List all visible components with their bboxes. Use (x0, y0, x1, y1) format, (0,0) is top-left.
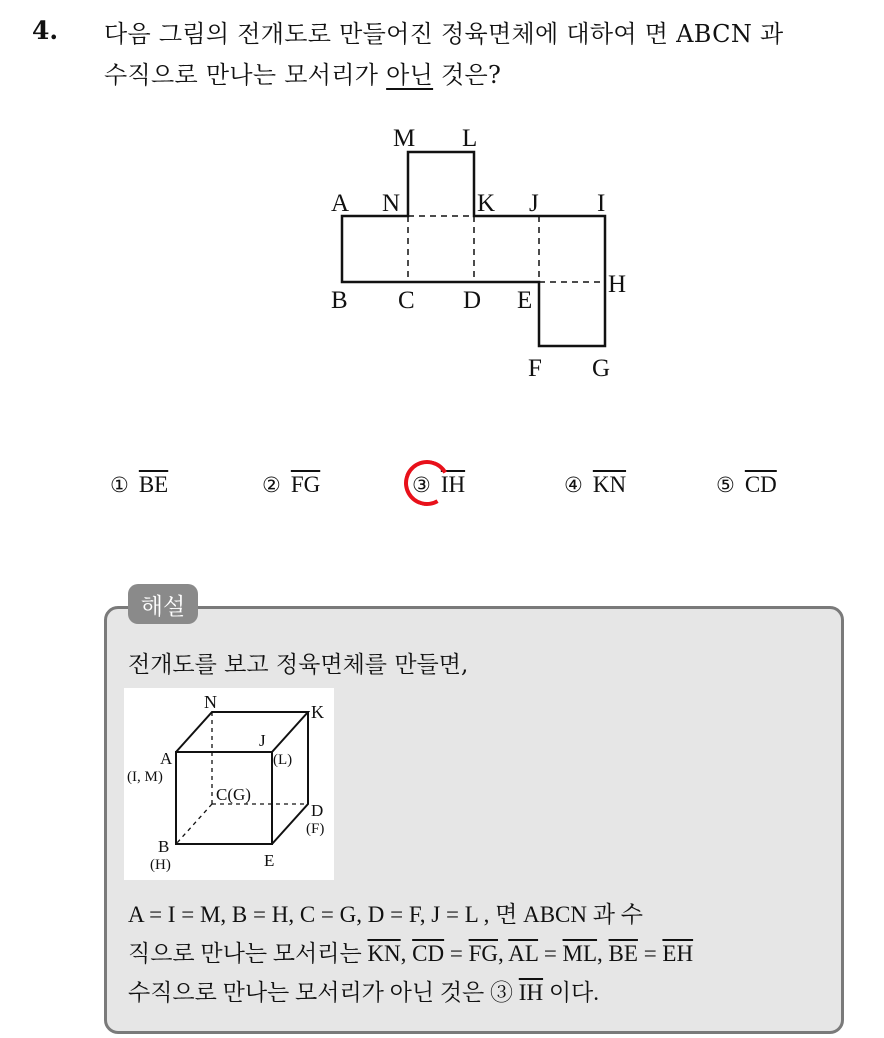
edge-ih: $\overline{IH}$ (518, 980, 544, 1005)
cube-label-e: E (264, 851, 275, 870)
choice-edge: $\overline{BE}$ (138, 472, 169, 497)
choice-number: ⑤ (716, 473, 735, 497)
equals: = (637, 941, 663, 966)
net-label-k: K (477, 190, 496, 217)
question-text-line1: 다음 그림의 전개도로 만들어진 정육면체에 대하여 면 ABCN 과 (104, 20, 784, 48)
solution-text-part: 직으로 만나는 모서리는 (128, 941, 368, 966)
cube-label-k: K (311, 702, 324, 722)
choice-number: ① (110, 473, 129, 497)
underlined-word: 아닌 (386, 61, 434, 89)
net-label-l: L (462, 125, 478, 152)
cube-figure-panel (124, 688, 334, 880)
net-label-h: H (608, 271, 627, 298)
equals: = (538, 941, 563, 966)
solution-line3 (128, 974, 599, 1007)
cube-label-d: D (311, 801, 324, 820)
choice-number: ② (262, 473, 281, 497)
cube-label-n: N (204, 692, 217, 712)
edge-fg: $\overline{FG}$ (468, 941, 499, 966)
cube-diagram (124, 688, 334, 880)
cube-label-im: (I, M) (127, 769, 163, 785)
cube-label-f: (F) (306, 821, 325, 837)
solution-tab: 해설 (128, 584, 198, 624)
separator: , (400, 941, 413, 966)
separator: , (498, 941, 509, 966)
cube-label-cg: C(G) (216, 785, 251, 804)
choice-edge: $\overline{KN}$ (592, 472, 627, 497)
choice-2[interactable] (262, 472, 320, 498)
choice-number: ③ (412, 473, 431, 497)
net-label-n: N (382, 190, 401, 217)
net-label-e: E (517, 287, 533, 314)
net-label-g: G (592, 355, 611, 382)
solution-line2 (128, 935, 693, 968)
net-label-i: I (597, 190, 606, 217)
net-label-c: C (398, 287, 415, 314)
question-number: 4. (32, 16, 59, 45)
edge-ml: $\overline{ML}$ (562, 941, 598, 966)
choice-5[interactable] (716, 472, 777, 498)
choice-number: ④ (564, 473, 583, 497)
separator: , (597, 941, 609, 966)
question-text-part: 수직으로 만나는 모서리가 (104, 61, 387, 89)
edge-eh: $\overline{EH}$ (662, 941, 694, 966)
choice-edge: $\overline{FG}$ (290, 472, 321, 497)
edge-be: $\overline{BE}$ (608, 941, 638, 966)
cube-label-a: A (160, 749, 173, 768)
net-label-j: J (529, 190, 539, 217)
cube-label-h: (H) (150, 857, 171, 873)
choice-edge: $\overline{IH}$ (440, 472, 466, 497)
net-label-f: F (528, 355, 542, 382)
question-text-part: 것은? (433, 61, 502, 89)
cube-label-j: J (259, 731, 266, 750)
solution-text-part: 수직으로 만나는 모서리가 아닌 것은 ③ (128, 980, 519, 1005)
cube-label-l: (L) (273, 752, 293, 768)
choice-4[interactable] (564, 472, 626, 498)
solution-text-part: 이다. (543, 980, 599, 1005)
choice-1[interactable] (110, 472, 168, 498)
net-label-m: M (393, 125, 416, 152)
choice-edge: $\overline{CD}$ (744, 472, 777, 497)
edge-al: $\overline{AL}$ (508, 941, 539, 966)
cube-top-edges (176, 712, 308, 752)
cube-label-b: B (158, 837, 170, 856)
solution-intro: 전개도를 보고 정육면체를 만들면, (128, 652, 469, 678)
cube-hidden-edge-diagonal (176, 804, 212, 844)
edge-cd: $\overline{CD}$ (412, 941, 445, 966)
edge-kn: $\overline{KN}$ (367, 941, 401, 966)
net-label-a: A (331, 190, 350, 217)
solution-line1: A = I = M, B = H, C = G, D = F, J = L , 면 ABCN 과 수 (128, 902, 643, 927)
net-label-d: D (463, 287, 482, 314)
equals: = (444, 941, 469, 966)
net-label-b: B (331, 287, 348, 314)
